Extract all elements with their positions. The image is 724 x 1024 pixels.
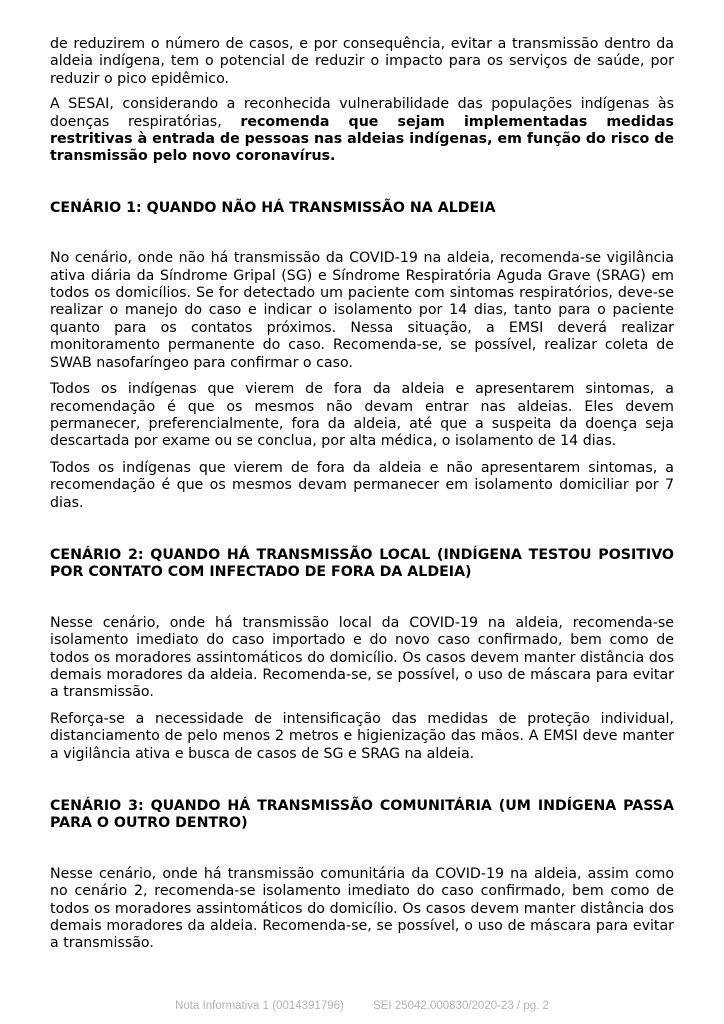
scenario-1-paragraph-3: Todos os indígenas que vierem de fora da aldeia e não apresentarem sintomas, a recomendação é que os mesmos devam permanecer em isolamento domiciliar por 7 dias. — [50, 459, 674, 511]
page-footer — [0, 1000, 724, 1012]
document-page — [50, 36, 674, 953]
scenario-1-paragraph-2: Todos os indígenas que vierem de fora da aldeia e apresentarem sintomas, a recomendação é que os mesmos não devam entrar nas aldeias. Eles devem permanecer, preferencialmente, fora da aldeia, até que a suspeita da doença seja descartada por exame ou se conclua, por alta médica, o isolamento de 14 dias. — [50, 381, 674, 450]
intro-paragraph-1: de reduzirem o número de casos, e por consequência, evitar a transmissão dentro da aldeia indígena, tem o potencial de reduzir o impacto para os serviços de saúde, por reduzir o pico epidêmico. — [50, 36, 674, 87]
scenario-1-heading: CENÁRIO 1: QUANDO NÃO HÁ TRANSMISSÃO NA ALDEIA — [50, 199, 496, 216]
scenario-2-heading: CENÁRIO 2: QUANDO HÁ TRANSMISSÃO LOCAL (INDÍGENA TESTOU POSITIVO POR CONTATO COM INFECTADO DE FORA DA ALDEIA) — [50, 546, 674, 581]
scenario-2-paragraph-1: Nesse cenário, onde há transmissão local da COVID-19 na aldeia, recomenda-se isolamento imediato do caso importado e do novo caso confirmado, bem como de todos os moradores assintomáticos do domicílio. Os casos devem manter distância dos demais moradores da aldeia. Recomenda-se, se possível, o uso de máscara para evitar a transmissão. — [50, 614, 674, 701]
scenario-3-paragraph-1: Nesse cenário, onde há transmissão comunitária da COVID-19 na aldeia, assim como no cenário 2, recomenda-se isolamento imediato do caso confirmado, bem como de todos os moradores assintomáticos do domicílio. Os casos devem manter distância dos demais moradores da aldeia. Recomenda-se, se possível, o uso de máscara para evitar a transmissão. — [50, 865, 674, 952]
scenario-1-paragraph-1: No cenário, onde não há transmissão da COVID-19 na aldeia, recomenda-se vigilância ativa diária da Síndrome Gripal (SG) e Síndrome Respiratória Aguda Grave (SRAG) em todos os domicílios. Se for detectado um paciente com sintomas respiratórios, deve-se realizar o manejo do caso e indicar o isolamento por 14 dias, tanto para o paciente quanto para os contatos próximos. Nessa situação, a EMSI deverá realizar monitoramento permanente do caso. Recomenda-se, se possível, realizar coleta de SWAB nasofaríngeo para confirmar o caso. — [50, 250, 674, 371]
footer-document-reference: Nota Informativa 1 (0014391796) — [175, 1000, 344, 1012]
scenario-2-paragraph-2: Reforça-se a necessidade de intensificação das medidas de proteção individual, distanciamento de pelo menos 2 metros e higienização das mãos. A EMSI deve manter a vigilância ativa e busca de casos de SG e SRAG na aldeia. — [50, 710, 674, 762]
intro-paragraph-2-emphasis: recomenda que sejam implementadas medidas restritivas à entrada de pessoas nas aldeias indígenas, em função do risco de transmissão pelo novo coronavírus. — [50, 113, 674, 165]
footer-sei-reference: SEI 25042.000830/2020-23 / pg. 2 — [373, 1000, 549, 1012]
scenario-3-heading: CENÁRIO 3: QUANDO HÁ TRANSMISSÃO COMUNITÁRIA (UM INDÍGENA PASSA PARA O OUTRO DENTRO) — [50, 798, 674, 832]
intro-paragraph-2-text: A SESAI, considerando a reconhecida vulnerabilidade das populações indígenas às doenças respiratórias, — [50, 96, 674, 130]
intro-paragraph-2 — [50, 96, 674, 166]
